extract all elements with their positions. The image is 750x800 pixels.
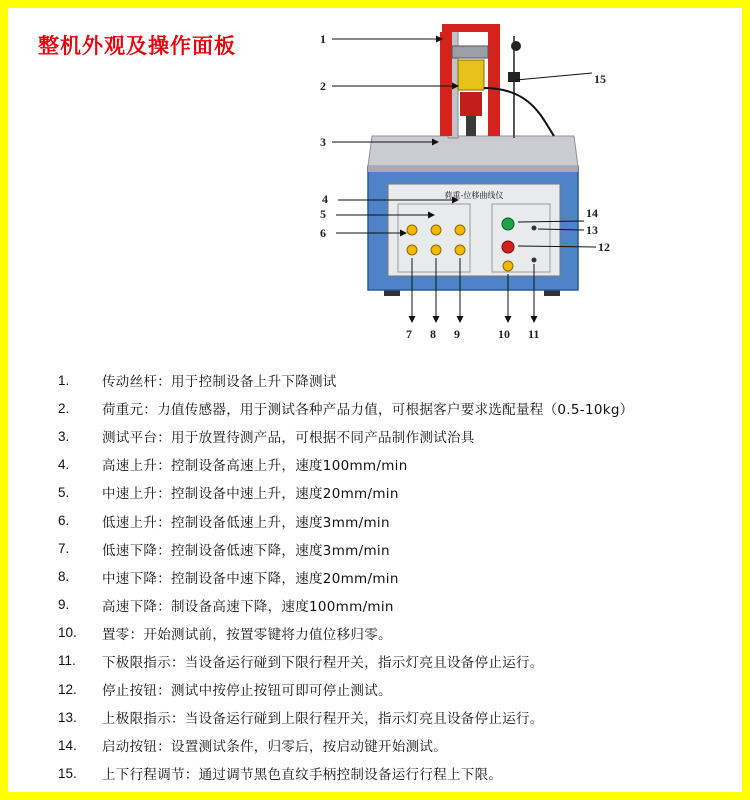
callout-label: 13 [586, 223, 598, 237]
item-number: 13. [58, 709, 77, 725]
callout-label: 11 [528, 327, 540, 341]
item-text: 高速上升：控制设备高速上升，速度100mm/min [102, 458, 408, 475]
knob [511, 41, 521, 51]
stop-button[interactable] [502, 241, 514, 253]
item-text: 启动按钮：设置测试条件，归零后，按启动键开始测试。 [102, 739, 447, 756]
load-cell [458, 60, 484, 90]
item-text: 下极限指示：当设备运行碰到下限行程开关，指示灯亮且设备停止运行。 [102, 654, 544, 671]
mid-down-button[interactable] [431, 245, 441, 255]
callout-label: 4 [322, 192, 328, 206]
machine-figure [306, 18, 642, 350]
list-item [58, 619, 738, 647]
item-text: 传动丝杆：用于控制设备上升下降测试 [102, 374, 337, 391]
item-number: 15. [58, 765, 77, 781]
feature-list [58, 366, 738, 787]
item-number: 7. [58, 541, 70, 557]
callout-label: 14 [586, 206, 598, 220]
item-text: 荷重元：力值传感器，用于测试各种产品力值，可根据客户要求选配量程（0.5-10kg） [102, 402, 634, 419]
item-number: 1. [58, 372, 70, 388]
callout-label: 7 [406, 327, 412, 341]
list-item [58, 703, 738, 731]
item-text: 中速下降：控制设备中速下降，速度20mm/min [102, 570, 399, 587]
list-item [58, 563, 738, 591]
left-frame [440, 32, 452, 136]
callout-label: 5 [320, 207, 326, 221]
list-item [58, 450, 738, 478]
start-button[interactable] [502, 218, 514, 230]
high-down-button[interactable] [455, 245, 465, 255]
upper-limit-indicator [532, 226, 537, 231]
load-cell-body [460, 92, 482, 116]
callout-label: 9 [454, 327, 460, 341]
item-text: 中速上升：控制设备中速上升，速度20mm/min [102, 486, 399, 503]
item-text: 测试平台：用于放置待测产品，可根据不同产品制作测试治具 [102, 430, 475, 447]
item-number: 9. [58, 597, 70, 613]
item-number: 4. [58, 456, 70, 472]
page-title: 整机外观及操作面板 [38, 33, 236, 58]
machine-illustration [306, 18, 642, 350]
item-text: 置零：开始测试前，按置零键将力值位移归零。 [102, 626, 392, 643]
callout-label: 6 [320, 226, 326, 240]
list-item [58, 366, 738, 394]
callout-label: 1 [320, 32, 326, 46]
item-number: 6. [58, 513, 70, 529]
list-item [58, 394, 738, 422]
list-item [58, 731, 738, 759]
item-number: 12. [58, 681, 77, 697]
platform-edge [368, 166, 578, 172]
item-number: 11. [58, 653, 76, 669]
item-text: 低速下降：控制设备低速下降，速度3mm/min [102, 542, 390, 559]
right-frame [488, 32, 500, 136]
probe [466, 116, 476, 136]
item-number: 14. [58, 737, 77, 753]
callout-label: 15 [594, 72, 606, 86]
list-item [58, 591, 738, 619]
page [8, 8, 742, 792]
list-item [58, 478, 738, 506]
item-text: 停止按钮：测试中按停止按钮可即可停止测试。 [102, 683, 392, 700]
high-up-button[interactable] [455, 225, 465, 235]
callout-label: 12 [598, 240, 610, 254]
callout-label: 3 [320, 135, 326, 149]
mid-up-button[interactable] [431, 225, 441, 235]
test-platform [368, 136, 578, 166]
lower-limit-indicator [532, 258, 537, 263]
item-number: 3. [58, 428, 70, 444]
panel-title: 荷重-位移曲线仪 [444, 191, 504, 200]
leader-line [516, 73, 592, 80]
item-text: 上极限指示：当设备运行碰到上限行程开关，指示灯亮且设备停止运行。 [102, 711, 544, 728]
low-down-button[interactable] [407, 245, 417, 255]
list-item [58, 759, 738, 787]
callout-label: 10 [498, 327, 510, 341]
list-item [58, 535, 738, 563]
stroke-handle [508, 72, 520, 82]
list-item [58, 675, 738, 703]
top-frame [442, 24, 500, 32]
list-item [58, 647, 738, 675]
crosshead [452, 46, 488, 58]
callout-label: 2 [320, 79, 326, 93]
item-text: 低速上升：控制设备低速上升，速度3mm/min [102, 514, 390, 531]
item-number: 5. [58, 484, 70, 500]
item-text: 高速下降：制设备高速下降，速度100mm/min [102, 598, 394, 615]
item-number: 10. [58, 625, 77, 641]
item-number: 8. [58, 569, 70, 585]
item-text: 上下行程调节：通过调节黑色直纹手柄控制设备运行行程上下限。 [102, 767, 503, 784]
zero-button[interactable] [503, 261, 513, 271]
list-item [58, 422, 738, 450]
low-up-button[interactable] [407, 225, 417, 235]
item-number: 2. [58, 400, 70, 416]
list-item [58, 506, 738, 534]
callout-label: 8 [430, 327, 436, 341]
